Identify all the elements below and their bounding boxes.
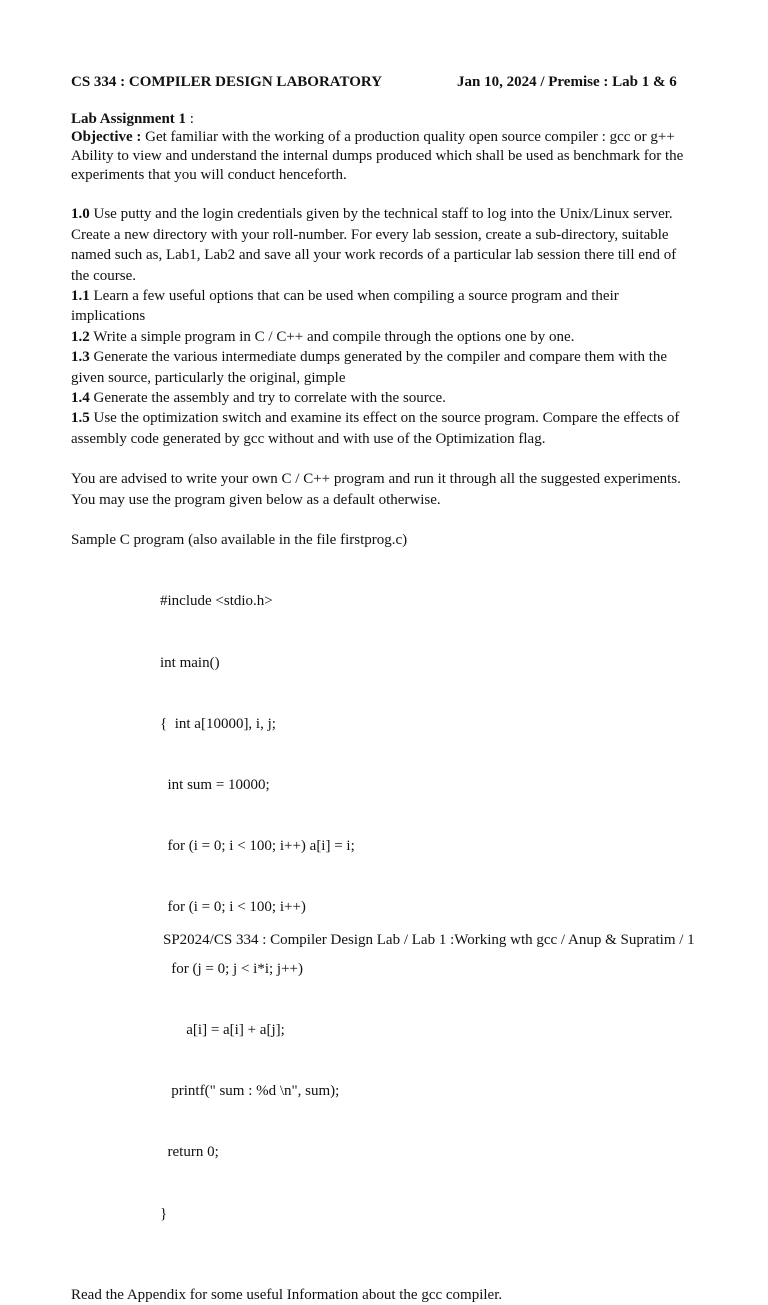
- code-line: a[i] = a[i] + a[j];: [160, 1021, 285, 1038]
- task-item: 1.0 Use putty and the login credentials given by the technical staff to log into the Unix/Linux server. Create a new directory with your roll-number. For every lab session, create a sub-directory, suitable named such as, Lab1, Lab2 and save all your work records of a particular lab session there till end of the course.: [71, 206, 677, 284]
- objective-line-2: Ability to view and understand the internal dumps produced which shall be used as benchmark for the: [71, 148, 684, 165]
- task-item: 1.5 Use the optimization switch and examine its effect on the source program. Compare the effects of assembly code generated by gcc without and with use of the Optimization flag.: [71, 410, 680, 447]
- task-item: 1.1 Learn a few useful options that can be used when compiling a source program and their implications: [71, 288, 619, 325]
- task-item: 1.4 Generate the assembly and try to correlate with the source.: [71, 390, 446, 407]
- task-number: 1.2: [71, 328, 90, 345]
- date-info: Jan 10, 2024 / Premise : Lab 1 & 6: [457, 74, 677, 90]
- assignment-title: Lab Assignment 1: [71, 111, 187, 127]
- code-listing: [160, 551, 701, 1265]
- objective-line: [71, 129, 701, 145]
- task-item: 1.3 Generate the various intermediate dumps generated by the compiler and compare them with the given source, particularly the original, gimple: [71, 349, 668, 386]
- sample-program-section: [71, 530, 701, 1265]
- code-line: { int a[10000], i, j;: [160, 715, 276, 732]
- task-number: 1.0: [71, 206, 90, 223]
- appendix-note: Read the Appendix for some useful Information about the gcc compiler.: [71, 1286, 503, 1303]
- code-line: printf(" sum : %d \n", sum);: [160, 1083, 340, 1100]
- code-line: #include <stdio.h>: [160, 593, 273, 610]
- objective-line-3: experiments that you will conduct henceforth.: [71, 167, 347, 184]
- code-line: for (i = 0; i < 100; i++) a[i] = i;: [160, 838, 355, 855]
- code-line: for (j = 0; j < i*i; j++): [160, 960, 303, 977]
- code-line: return 0;: [160, 1144, 219, 1161]
- objective-label: Objective :: [71, 129, 142, 146]
- task-number: 1.5: [71, 410, 90, 427]
- course-title: CS 334 : COMPILER DESIGN LABORATORY: [71, 74, 383, 90]
- page-footer: SP2024/CS 334 : Compiler Design Lab / Lab 1 :Working wth gcc / Anup & Supratim / 1: [163, 932, 695, 948]
- document-page: [71, 72, 701, 1305]
- page-header: [71, 72, 701, 92]
- objective-text: Get familiar with the working of a production quality open source compiler : gcc or g++: [141, 129, 675, 146]
- task-number: 1.4: [71, 390, 90, 407]
- task-number: 1.3: [71, 349, 90, 366]
- advice-paragraph: You are advised to write your own C / C++ program and run it through all the suggested experiments. You may use the program given below as a default otherwise.: [71, 471, 681, 508]
- task-item: 1.2 Write a simple program in C / C++ and compile through the options one by one.: [71, 328, 575, 345]
- code-line: int sum = 10000;: [160, 776, 270, 793]
- code-line: int main(): [160, 654, 220, 671]
- sample-intro: Sample C program (also available in the file firstprog.c): [71, 532, 408, 549]
- assignment-title-line: Lab Assignment 1 :: [71, 111, 194, 127]
- task-number: 1.1: [71, 288, 90, 305]
- assignment-block: [71, 109, 701, 185]
- task-list: [71, 204, 701, 449]
- code-line: for (i = 0; i < 100; i++): [160, 899, 306, 916]
- code-line: }: [160, 1205, 168, 1222]
